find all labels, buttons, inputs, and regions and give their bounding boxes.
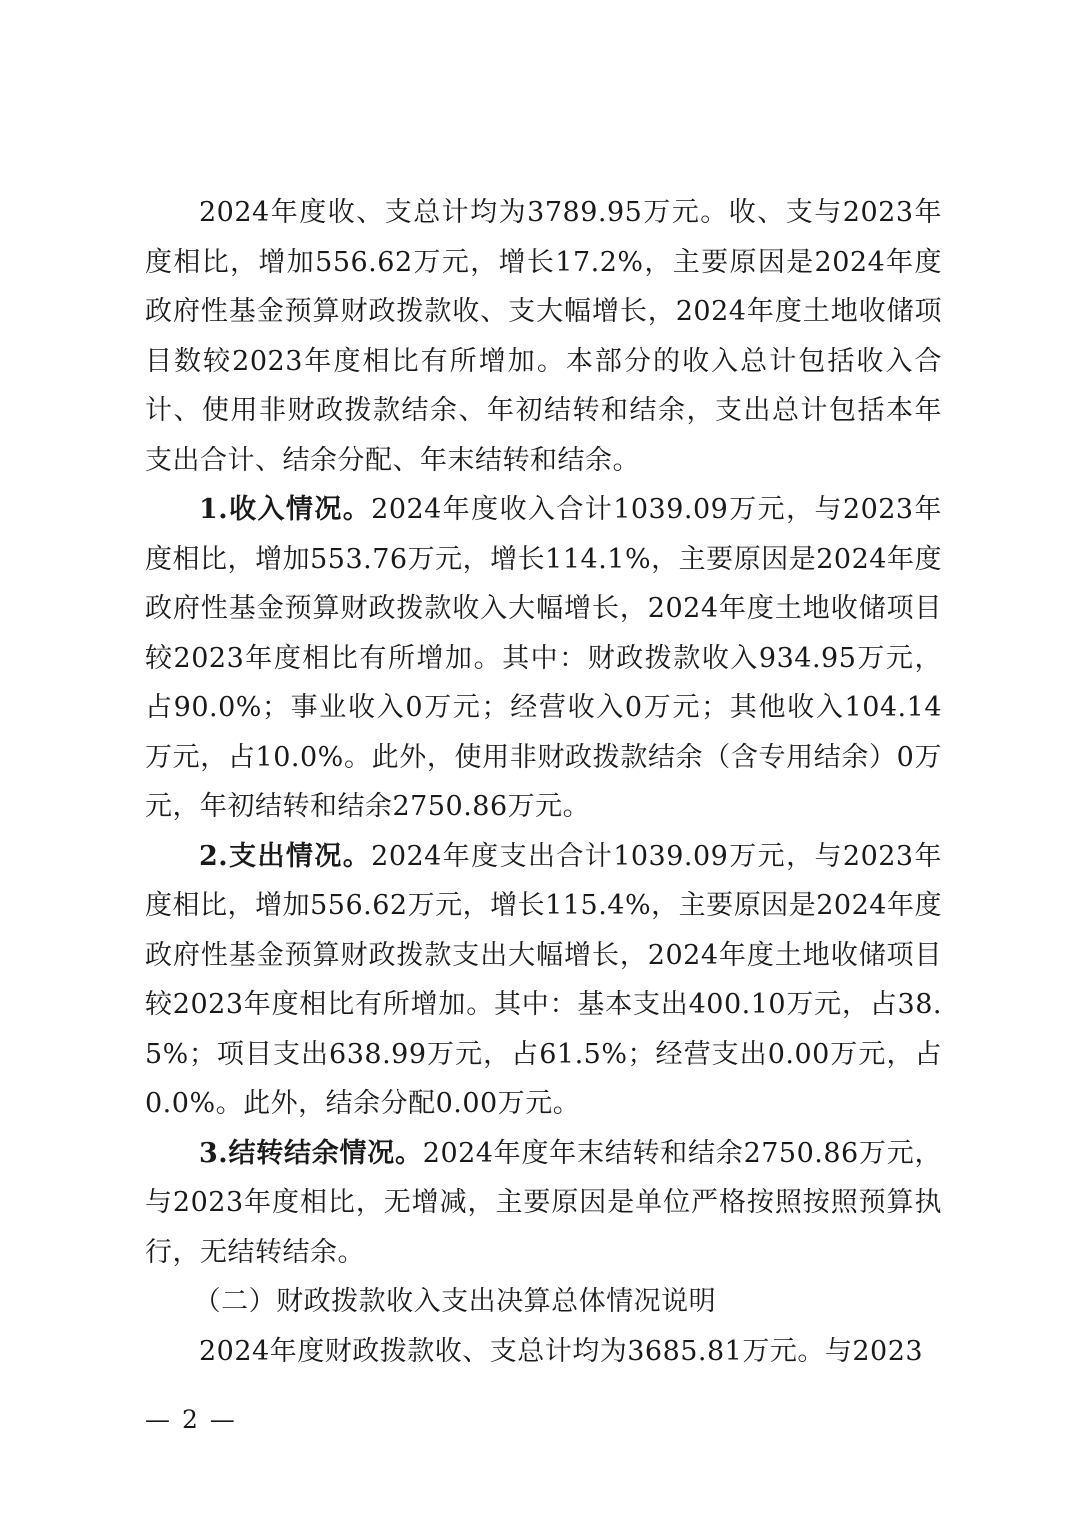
paragraph-carryover <box>145 1129 942 1278</box>
fiscal-appropriation-text: 2024年度财政拨款收、支总计均为3685.81万元。与2023 <box>199 1335 924 1367</box>
expenditure-text: 2024年度支出合计1039.09万元，与2023年度相比，增加556.62万元，增长115.4%，主要原因是2024年度政府性基金预算财政拨款支出大幅增长，2024年度土地收储项目较2023年度相比有所增加。其中：基本支出400.10万元，占38.5%；项目支出638.99万元，占61.5%；经营支出0.00万元，占0.0%。此外，结余分配0.00万元。 <box>145 840 943 1119</box>
page-number: — 2 — <box>145 1405 237 1434</box>
paragraph-fiscal-appropriation <box>145 1327 942 1377</box>
total-summary-text: 2024年度收、支总计均为3789.95万元。收、支与2023年度相比，增加556.62万元，增长17.2%，主要原因是2024年度政府性基金预算财政拨款收、支大幅增长，2024年度土地收储项目数较2023年度相比有所增加。本部分的收入总计包括收入合计、使用非财政拨款结余、年初结转和结余，支出总计包括本年支出合计、结余分配、年末结转和结余。 <box>145 197 942 476</box>
carryover-text: 2024年度年末结转和结余2750.86万元，与2023年度相比，无增减，主要原因是单位严格按照按照预算执行，无结转结余。 <box>145 1137 942 1268</box>
income-text: 2024年度收入合计1039.09万元，与2023年度相比，增加553.76万元，增长114.1%，主要原因是2024年度政府性基金预算财政拨款收入大幅增长，2024年度土地收储项目较2023年度相比有所增加。其中：财政拨款收入934.95万元，占90.0%；事业收入0万元；经营收入0万元；其他收入104.14万元，占10.0%。此外，使用非财政拨款结余（含专用结余）0万元，年初结转和结余2750.86万元。 <box>145 494 943 822</box>
income-heading: 1.收入情况。 <box>199 494 372 525</box>
carryover-heading: 3.结转结余情况。 <box>199 1137 423 1169</box>
paragraph-total-summary <box>145 188 942 485</box>
paragraph-expenditure <box>145 832 942 1129</box>
expenditure-heading: 2.支出情况。 <box>199 840 372 872</box>
section-heading <box>145 1277 942 1327</box>
section-heading-text: （二）财政拨款收入支出决算总体情况说明 <box>193 1286 717 1317</box>
paragraph-income <box>145 485 942 832</box>
body-text <box>145 188 942 1376</box>
